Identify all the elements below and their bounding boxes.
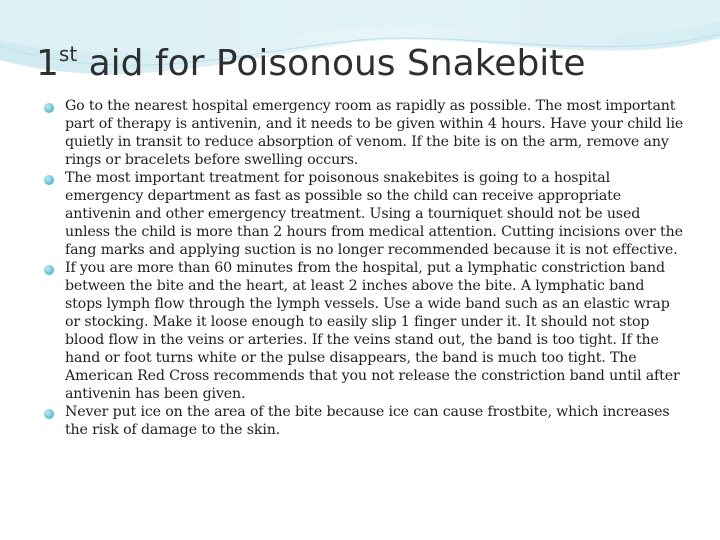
bullet-dot-icon [44,265,54,275]
bullet-item [44,97,684,169]
title-text: aid for Poisonous Snakebite [77,43,586,84]
title-number: 1 [36,43,59,84]
bullet-text: Never put ice on the area of the bite because ice can cause frostbite, which increases the risk of damage to the skin. [65,404,670,438]
bullet-text: Go to the nearest hospital emergency room as rapidly as possible. The most important part of therapy is antivenin, and it needs to be given within 4 hours. Have your child lie quietly in transit to reduce absorption of venom. If the bite is on the arm, remove any rings or bracelets before swelling occurs. [65,98,684,168]
bullet-dot-icon [44,409,54,419]
slide-title [36,44,586,82]
bullet-list [44,97,684,439]
bullet-text: If you are more than 60 minutes from the hospital, put a lymphatic constriction band between the bite and the heart, at least 2 inches above the bite. A lymphatic band stops lymph flow through the lymph vessels. Use a wide band such as an elastic wrap or stocking. Make it loose enough to easily slip 1 finger under it. It should not stop blood flow in the veins or arteries. If the veins stand out, the band is too tight. If the hand or foot turns white or the pulse disappears, the band is much too tight. The American Red Cross recommends that you not release the constriction band until after antivenin has been given. [65,260,680,402]
title-ordinal-suffix: st [58,42,78,66]
bullet-item [44,169,684,259]
bullet-item [44,403,684,439]
bullet-dot-icon [44,175,54,185]
bullet-dot-icon [44,103,54,113]
bullet-item [44,259,684,403]
bullet-text: The most important treatment for poisonous snakebites is going to a hospital emergency department as fast as possible so the child can receive appropriate antivenin and other emergency treatment. Using a tourniquet should not be used unless the child is more than 2 hours from medical attention. Cutting incisions over the fang marks and applying suction is no longer recommended because it is not effective. [65,170,683,258]
